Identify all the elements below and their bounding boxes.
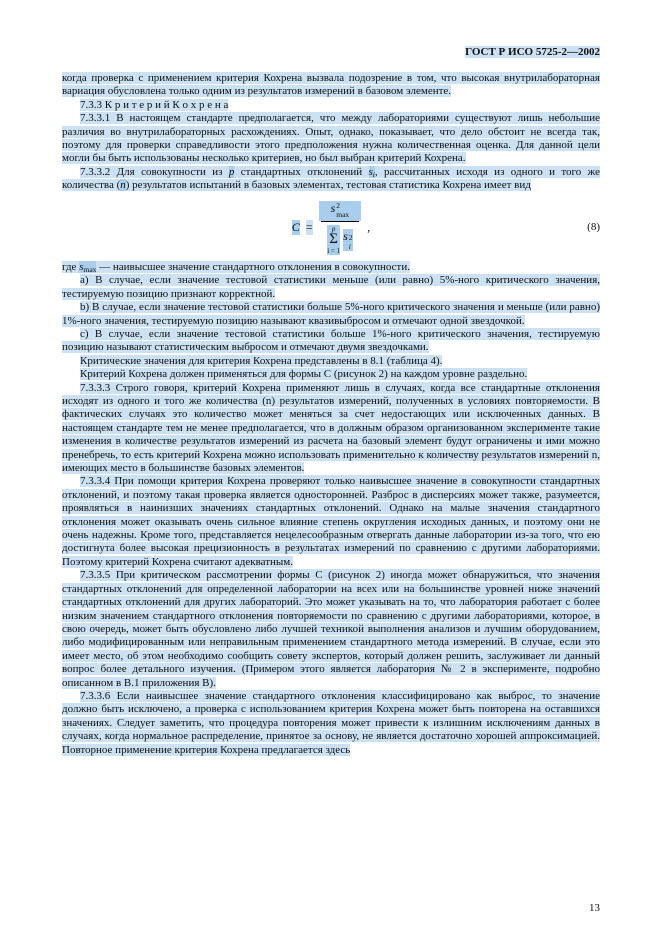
paragraph-7-3-3-6: 7.3.3.6 Если наивысшее значение стандартного отклонения классифицировано как выброс, то значение должно быть исключено, а проверка с использованием критерия Кохрена может быть повторена на оставшихся значениях. Следует заметить, что процедура повторения может привести к излишним исключениям данных в случаях, когда нормальное распределение, принятое за основу, не является достаточно хорошей аппроксимацией. Повторное применение критерия Кохрена предлагается здесь	[62, 689, 600, 756]
list-item-a: a) В случае, если значение тестовой статистики меньше (или равно) 5%-ного критического значения, тестируемую позицию признают корректной.	[62, 274, 600, 300]
document-body	[62, 72, 600, 757]
page-content	[62, 46, 600, 757]
variable-s-i: $s_i$	[368, 165, 375, 179]
cochran-formula	[292, 201, 370, 255]
equation-row	[62, 193, 600, 261]
list-item-c: c) В случае, если значение тестовой статистики больше 1%-ного критического значения, тестируемую позицию называют статистическим выбросом и отмечают двумя звездочками.	[62, 327, 600, 354]
paragraph-intro: когда проверка с применением критерия Кохрена вызвала подозрение в том, что высокая внутрилабораторная вариация обусловлена только одним из результатов измерений в базовом элементе.	[62, 72, 600, 98]
document-code: ГОСТ Р ИСО 5725-2—2002	[465, 46, 600, 58]
paragraph-7-3-3-4: 7.3.3.4 При помощи критерия Кохрена проверяют только наивысшее значение в совокупности стандартных отклонений, и поэтому такая проверка является односторонней. Разброс в дисперсиях может также, разумеется, проявляться в наинизших значениях стандартных отклонений. Однако на малые значения стандартного отклонения может оказывать очень сильное влияние степень округления исходных данных, и поэтому они не очень надежны. Кроме того, представляется нецелесообразным отвергать данные лаборатории из-за того, что ею достигнута более высокая прецизионность в результатах измерений по сравнению с другими лабораториями. Поэтому критерий Кохрена считают адекватным.	[62, 475, 600, 568]
paragraph-apply-form-c: Критерий Кохрена должен применяться для формы C (рисунок 2) на каждом уровне раздельно.	[80, 368, 528, 381]
page-header	[62, 46, 600, 59]
variable-p: p	[228, 165, 235, 178]
variable-s-max: $s_{max}$	[79, 260, 97, 274]
paragraph-where: где $s_{max}$ — наивысшее значение стандартного отклонения в совокупности.	[62, 260, 410, 274]
paragraph-7-3-3-5: 7.3.3.5 При критическом рассмотрении формы C (рисунок 2) иногда может обнаружиться, что значения стандартных отклонений для определенной лаборатории на всех или на большинстве уровней ниже значений стандартных отклонений для других лабораторий. Это может указывать на то, что лаборатория работает с более низким значением стандартного отклонения повторяемости по сравнению с другими лабораториями, которое, в свою очередь, может быть обусловлено либо лучшей техникой выполнения анализов и лучшим оборудованием, либо модифицированным или неправильным применением стандартного метода измерений. В случае, если это имеет место, об этом необходимо сообщить совету экспертов, который должен решить, заслуживает ли данный вопрос более детального изучения. (Примером этого является лаборатория № 2 в эксперименте, подробно описанном в В.1 приложения В).	[62, 569, 600, 689]
variable-n: n	[120, 179, 126, 192]
den-term: s 2 i	[343, 228, 353, 251]
summation-symbol: p Σ i = 1	[327, 224, 341, 255]
paragraph-7-3-3-2: 7.3.3.2 Для совокупности из p стандартных отклонений $s_i$, рассчитанных исходя из одного и того же количества (n) результатов испытаний в базовых элементах, тестовая статистика Кохрена имеет вид	[62, 165, 600, 192]
paragraph-critical-values: Критические значения для критерия Кохрена представлены в 8.1 (таблица 4).	[80, 354, 443, 367]
section-heading-7-3-3: 7.3.3 К р и т е р и й К о х р е н а	[80, 98, 229, 111]
page-number: 13	[589, 902, 600, 914]
equals-sign: =	[305, 220, 313, 235]
formula-fraction	[319, 201, 362, 255]
formula-numerator: s 2 max	[319, 201, 362, 221]
list-item-b: b) В случае, если значение тестовой статистики больше 5%-ного критического значения и меньше (или равно) 1%-ного значения, тестируемую позицию называют квазивыбросом и отмечают одной звездочкой.	[62, 301, 600, 327]
formula-comma: ,	[367, 220, 371, 235]
formula-lhs: C	[291, 220, 300, 235]
paragraph-7-3-3-3: 7.3.3.3 Строго говоря, критерий Кохрена применяют лишь в случаях, когда все стандартные отклонения исходят из одного и того же количества (n) результатов измерений, полученных в условиях повторяемости. В фактических случаях это количество может меняться за счет недостающих или исключенных данных. В настоящем стандарте тем не менее предполагается, что в должным образом организованном эксперименте такие изменения в количестве результатов измерений из расчета на базовый элемент будут ограничены и ими можно пренебречь, то есть критерий Кохрена можно использовать применительно к количеству результатов измерений n, имеющих место в большинстве базовых элементов.	[62, 381, 600, 475]
paragraph-7-3-3-1: 7.3.3.1 В настоящем стандарте предполагается, что между лабораториями существуют лишь небольшие различия во внутрилабораторных расхождениях. Опыт, однако, показывает, что дело обстоит не всегда так, поэтому для проверки справедливости этого предположения нужна количественная оценка. Для данной цели могли бы быть использованы несколько критериев, но был выбран критерий Кохрена.	[62, 112, 600, 165]
formula-denominator	[321, 221, 358, 255]
equation-number: (8)	[587, 220, 600, 233]
